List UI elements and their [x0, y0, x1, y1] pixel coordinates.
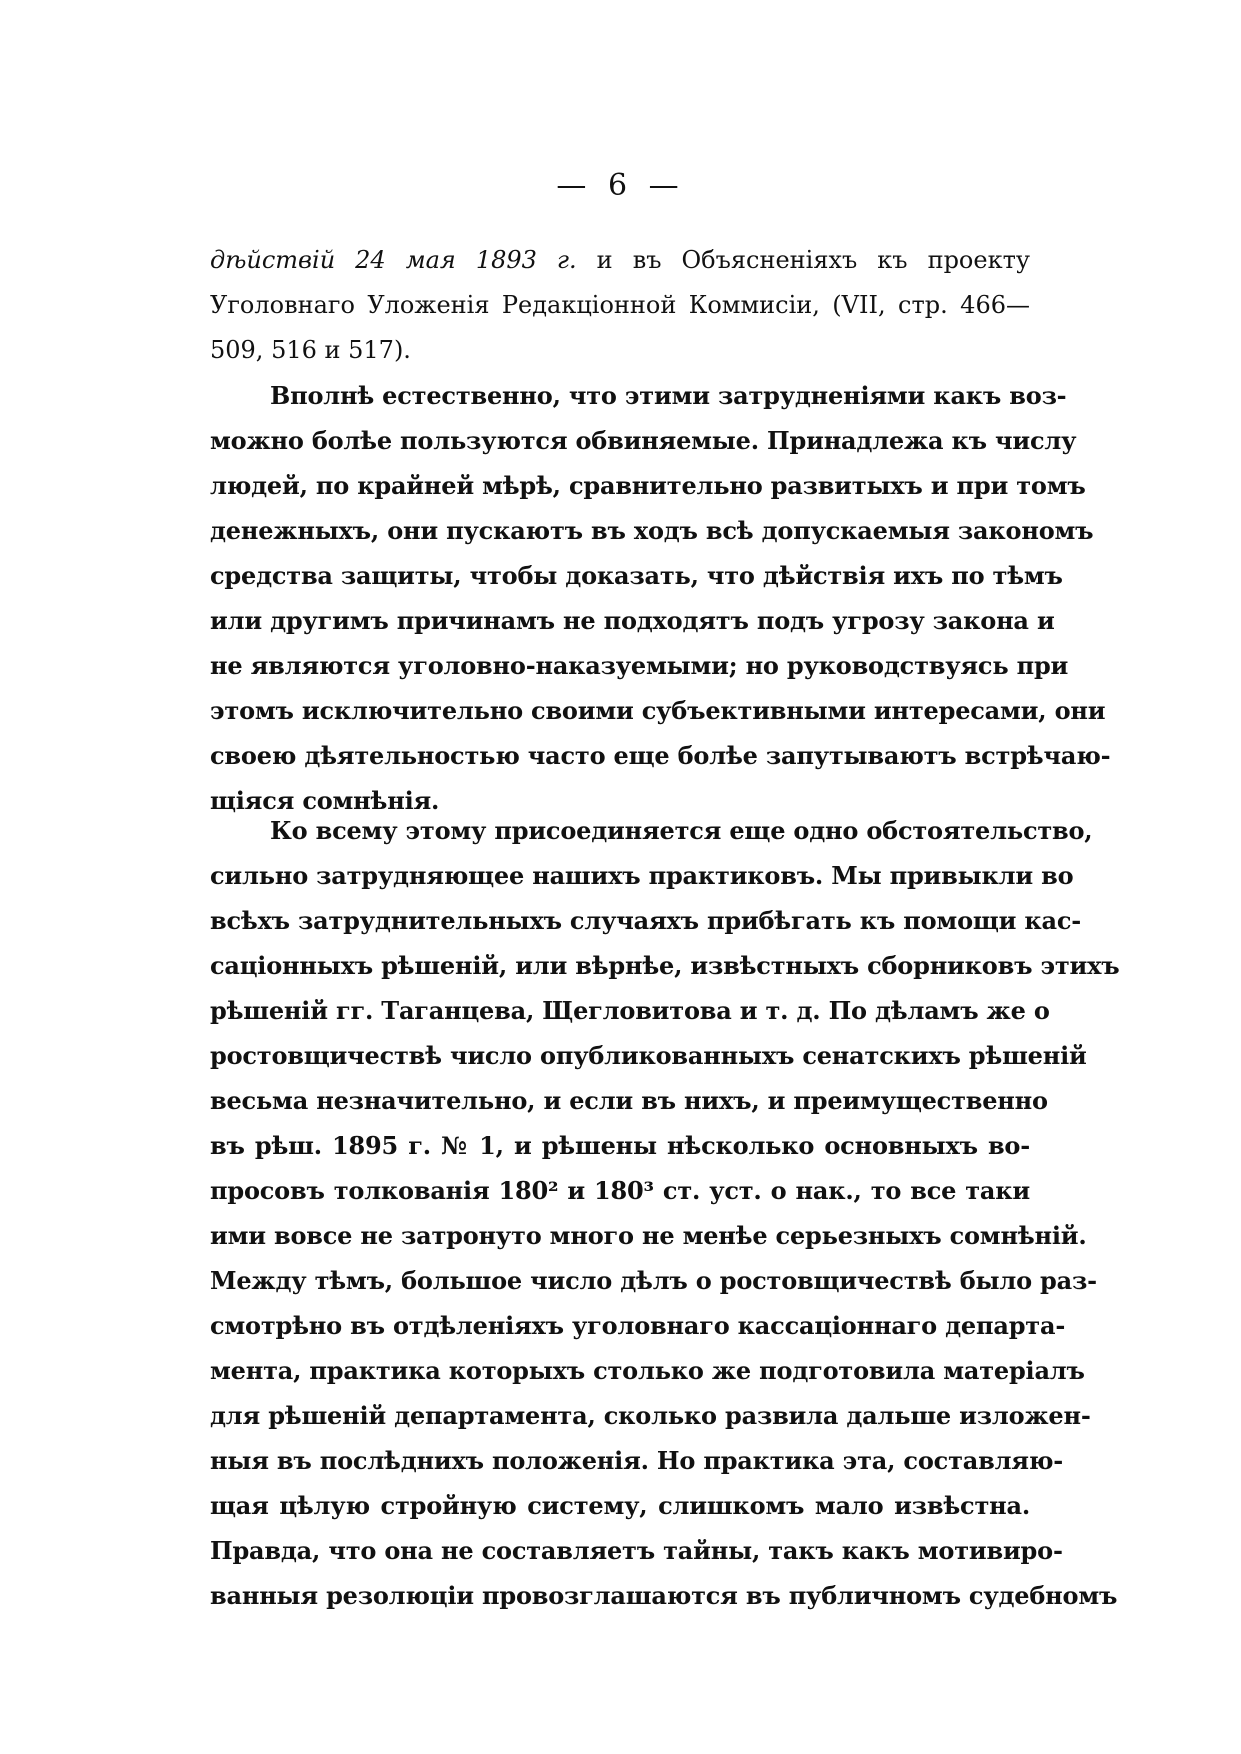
text-line: щая цѣлую стройную систему, слишкомъ мало извѣстна.	[210, 1491, 1030, 1520]
text-line: людей, по крайней мѣрѣ, сравнительно развитыхъ и при томъ	[210, 471, 1086, 500]
text-line: своею дѣятельностью часто еще болѣе запутываютъ встрѣчаю-	[210, 741, 1111, 770]
text-line: ими вовсе не затронуто много не менѣе серьезныхъ сомнѣній.	[210, 1221, 1087, 1250]
text-line: Уголовнаго Уложенія Редакціонной Коммисіи, (VII, стр. 466—	[210, 291, 1030, 319]
text-line: щіяся сомнѣнія.	[210, 786, 440, 815]
text-line: просовъ толкованія 180² и 180³ ст. уст. о нак., то все таки	[210, 1176, 1030, 1205]
text-line: этомъ исключительно своими субъективными интересами, они	[210, 696, 1106, 725]
text-line: въ рѣш. 1895 г. № 1, и рѣшены нѣсколько основныхъ во-	[210, 1131, 1030, 1160]
paragraph-3	[210, 808, 1120, 1618]
text-line: можно болѣе пользуются обвиняемые. Принадлежа къ числу	[210, 426, 1077, 455]
line-rest: и въ Объясненіяхъ къ проекту	[576, 246, 1030, 274]
text-line: ванныя резолюціи провозглашаются въ публичномъ судебномъ	[210, 1581, 1118, 1610]
text-line: ныя въ послѣднихъ положенія. Но практика эта, составляю-	[210, 1446, 1063, 1475]
text-line: всѣхъ затруднительныхъ случаяхъ прибѣгать къ помощи кас-	[210, 906, 1082, 935]
text-line: весьма незначительно, и если въ нихъ, и преимущественно	[210, 1086, 1048, 1115]
text-line: Ко всему этому присоединяется еще одно обстоятельство,	[270, 816, 1093, 845]
text-line: мента, практика которыхъ столько же подготовила матеріалъ	[210, 1356, 1085, 1385]
text-line: Вполнѣ естественно, что этими затрудненіями какъ воз-	[270, 381, 1067, 410]
text-line: не являются уголовно-наказуемыми; но руководствуясь при	[210, 651, 1069, 680]
text-line: сильно затрудняющее нашихъ практиковъ. Мы привыкли во	[210, 861, 1074, 890]
text-line: Правда, что она не составляетъ тайны, такъ какъ мотивиро-	[210, 1536, 1063, 1565]
text-line: 509, 516 и 517).	[210, 336, 411, 364]
text-line: смотрѣно въ отдѣленіяхъ уголовнаго кассаціоннаго департа-	[210, 1311, 1066, 1340]
paragraph-2	[210, 373, 1111, 823]
page-number: — 6 —	[556, 168, 685, 203]
text-line: ростовщичествѣ число опубликованныхъ сенатскихъ рѣшеній	[210, 1041, 1087, 1070]
text-line	[210, 238, 1030, 283]
text-line: для рѣшеній департамента, сколько развила дальше изложен-	[210, 1401, 1091, 1430]
text-line: рѣшеній гг. Таганцева, Щегловитова и т. д. По дѣламъ же о	[210, 996, 1050, 1025]
text-line: или другимъ причинамъ не подходятъ подъ угрозу закона и	[210, 606, 1055, 635]
continuation-paragraph	[210, 238, 1030, 373]
text-line: саціонныхъ рѣшеній, или вѣрнѣе, извѣстныхъ сборниковъ этихъ	[210, 951, 1120, 980]
text-line: средства защиты, чтобы доказать, что дѣйствія ихъ по тѣмъ	[210, 561, 1063, 590]
italic-date: дѣйствій 24 мая 1893 г.	[210, 246, 577, 274]
text-line: денежныхъ, они пускаютъ въ ходъ всѣ допускаемыя закономъ	[210, 516, 1094, 545]
text-line: Между тѣмъ, большое число дѣлъ о ростовщичествѣ было раз-	[210, 1266, 1097, 1295]
